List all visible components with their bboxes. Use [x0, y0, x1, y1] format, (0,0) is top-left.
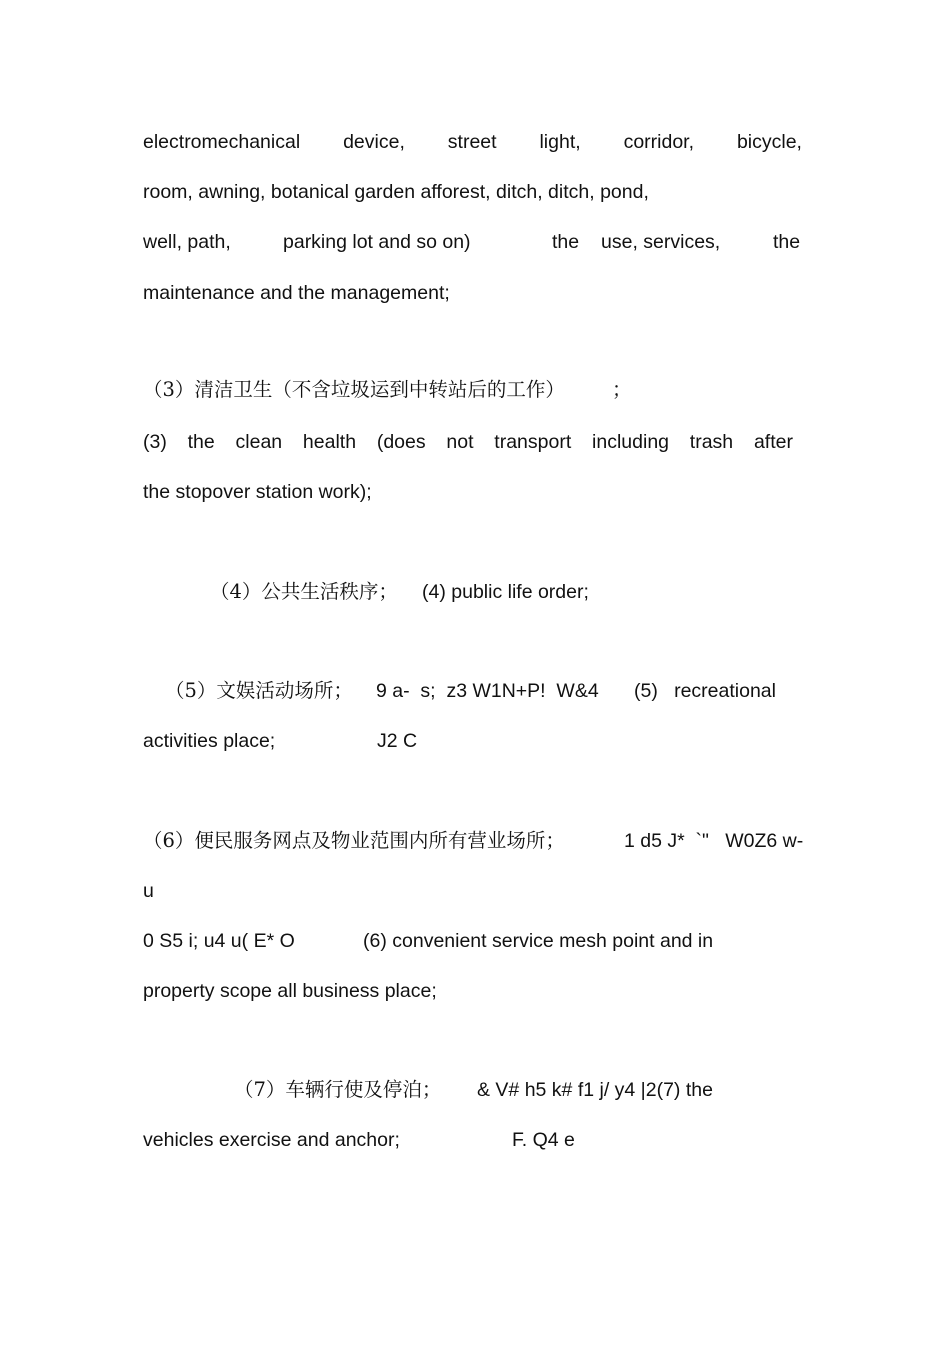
p1-line4: maintenance and the management;: [143, 282, 450, 304]
p2-english-line1: [143, 430, 793, 454]
p6-noise: & V# h5 k# f1 j/ y4 |2(7) the: [477, 1079, 713, 1101]
p1-line3-b: parking lot and so on): [283, 231, 471, 253]
p1-line3-c: the: [552, 231, 580, 253]
p6-english-b: vehicles exercise and anchor;: [143, 1129, 400, 1151]
p1-word: electromechanical: [143, 131, 301, 153]
p4-english-b: activities place;: [143, 730, 276, 752]
p2-english-line2: the stopover station work);: [143, 481, 372, 503]
p2-word: after: [753, 431, 793, 453]
p1-line1: [143, 130, 802, 154]
p3-chinese: （4）公共生活秩序；: [210, 580, 398, 603]
p1-line3-e: the: [773, 231, 801, 253]
p1-word: bicycle,: [736, 131, 802, 153]
p2-chinese: （3）清洁卫生（不含垃圾运到中转站后的工作）: [143, 378, 565, 401]
p5-noise: 1 d5 J* `" W0Z6 w-: [624, 830, 804, 852]
p2-word: trash: [689, 431, 734, 453]
p5-english-b: property scope all business place;: [143, 980, 437, 1002]
p2-word: health: [302, 431, 357, 453]
p4-english-a: (5) recreational: [634, 680, 776, 702]
p4-noise2: J2 C: [377, 730, 418, 752]
p5-noise-cont: u: [143, 880, 154, 902]
p1-word: corridor,: [623, 131, 695, 153]
p5-chinese: （6）便民服务网点及物业范围内所有营业场所；: [143, 829, 565, 852]
p2-word: not: [446, 431, 474, 453]
p6-chinese: （7）车辆行使及停泊；: [234, 1078, 442, 1101]
p2-word: (does: [376, 431, 426, 453]
p4-noise: 9 a- s; z3 W1N+P! W&4: [376, 680, 599, 702]
p3-english: (4) public life order;: [422, 581, 589, 603]
p2-word: clean: [235, 431, 283, 453]
p2-chinese-semicolon: ；: [612, 378, 632, 401]
p1-line3-a: well, path,: [143, 231, 231, 253]
p1-word: light,: [539, 131, 581, 153]
p2-word: the: [187, 431, 215, 453]
p1-word: street: [447, 131, 497, 153]
p4-chinese: （5）文娱活动场所；: [165, 679, 353, 702]
p2-word: including: [592, 431, 670, 453]
p6-noise2: F. Q4 e: [512, 1129, 575, 1151]
p2-word: (3): [143, 431, 167, 453]
p1-line3-d: use, services,: [601, 231, 721, 253]
p5-english-a: (6) convenient service mesh point and in: [363, 930, 714, 952]
p2-word: transport: [494, 431, 572, 453]
p5-noise2: 0 S5 i; u4 u( E* O: [143, 930, 295, 952]
p1-word: device,: [343, 131, 405, 153]
p1-line2: room, awning, botanical garden afforest, ditch, ditch, pond,: [143, 181, 649, 203]
